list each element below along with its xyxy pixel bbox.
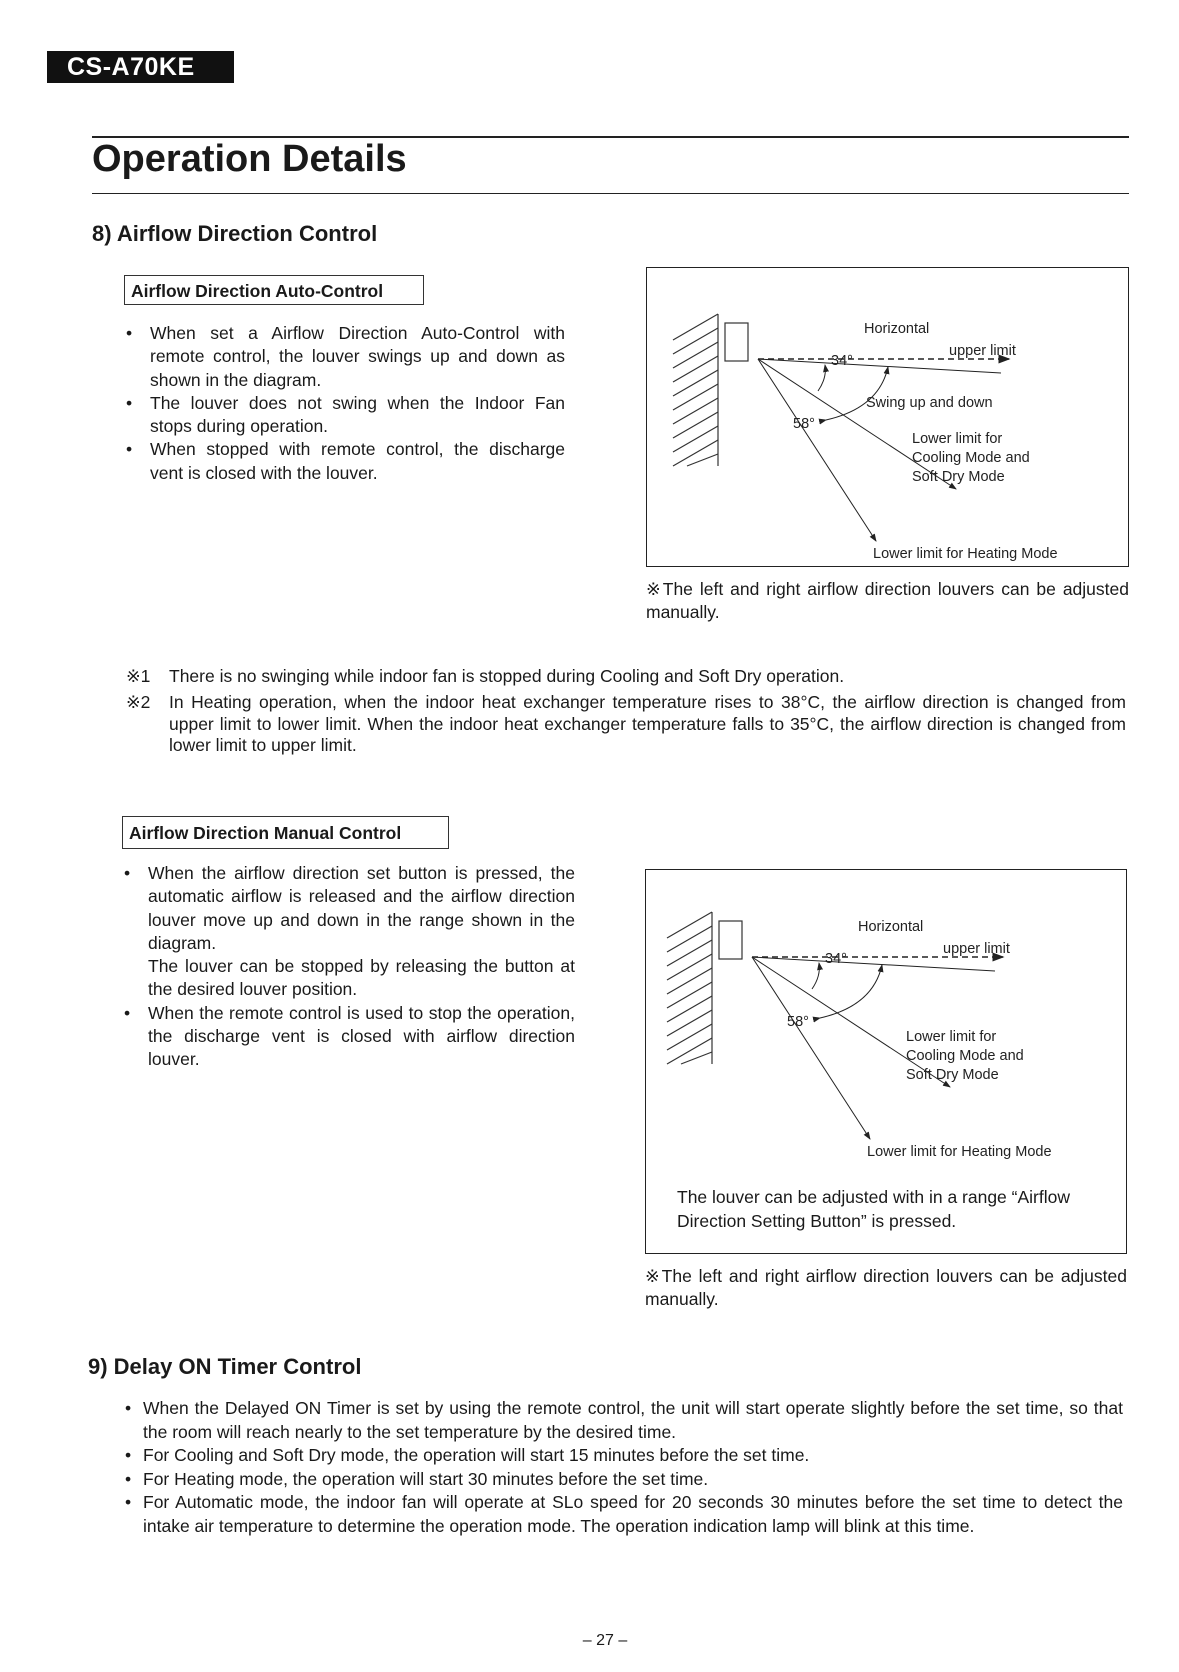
list-item: • When the Delayed ON Timer is set by using the remote control, the unit will start operate slightly before the set time, so that the room will reach nearly to the set temperature by the desired time.	[125, 1398, 1123, 1442]
bullet-icon: •	[125, 1492, 132, 1512]
list-item: • When stopped with remote control, the discharge vent is closed with the louver.	[126, 439, 565, 483]
wall-icon	[673, 314, 718, 466]
manual-note: ※The left and right airflow direction louvers can be adjusted manually.	[645, 1266, 1127, 1309]
angle-58-arc	[820, 965, 882, 1018]
list-item: • The louver does not swing when the Indoor Fan stops during operation.	[126, 392, 565, 437]
bullet-icon: •	[125, 1468, 132, 1489]
manual-control-label: Airflow Direction Manual Control	[122, 816, 449, 849]
upper-limit-line	[758, 359, 1001, 373]
heating-limit-line	[752, 957, 870, 1139]
manual-airflow-diagram	[645, 869, 1127, 1254]
angle-58-arc	[826, 367, 888, 420]
diagram-caption: The louver can be adjusted with in a range “Airflow Direction Setting Button” is pressed.	[677, 1187, 1070, 1231]
section-8-heading: 8) Airflow Direction Control	[92, 221, 378, 246]
horizontal-label: Horizontal	[858, 919, 924, 935]
heating-limit-line	[758, 359, 876, 541]
bullet-icon: •	[126, 392, 133, 413]
angle-58-label: 58°	[787, 1014, 809, 1030]
cooling-limit-label-2: Cooling Mode and	[906, 1048, 1024, 1064]
page-title: Operation Details	[92, 138, 407, 180]
list-item: • For Cooling and Soft Dry mode, the operation will start 15 minutes before the set time.	[143, 1444, 1123, 1468]
list-item: • For Automatic mode, the indoor fan will operate at SLo speed for 20 seconds 30 minutes before the set time to detect the intake air temperature to determine the operation mode. The operation indication lamp will blink at this time.	[125, 1492, 1123, 1536]
page-number: – 27 –	[582, 1632, 628, 1649]
model-badge: CS-A70KE	[47, 51, 234, 83]
title-rule	[92, 193, 1129, 194]
angle-58-label: 58°	[793, 416, 815, 432]
bullet-icon: •	[126, 323, 133, 343]
manual-control-bullets	[124, 862, 575, 1072]
angle-34-arc	[812, 963, 819, 989]
angle-34-arc	[818, 365, 825, 391]
indoor-unit-icon	[719, 921, 742, 959]
indoor-unit-icon	[725, 323, 748, 361]
upper-limit-line	[752, 957, 995, 971]
auto-note: ※The left and right airflow direction louvers can be adjusted manually.	[646, 579, 1129, 622]
upper-limit-label: upper limit	[943, 941, 1010, 957]
auto-control-bullets	[126, 322, 565, 485]
swing-label: Swing up and down	[866, 395, 993, 411]
list-item: • When set a Airflow Direction Auto-Control with remote control, the louver swings up and down as shown in the diagram.	[126, 323, 565, 390]
airflow-diagram-svg	[647, 268, 1130, 568]
auto-control-label: Airflow Direction Auto-Control	[124, 275, 424, 305]
bullet-icon: •	[124, 1002, 131, 1023]
cooling-limit-label-3: Soft Dry Mode	[906, 1067, 999, 1083]
angle-34-label: 34°	[831, 353, 853, 369]
cooling-limit-label-2: Cooling Mode and	[912, 450, 1030, 466]
airflow-diagram-svg	[646, 870, 1128, 1170]
list-item: • When the remote control is used to stop the operation, the discharge vent is closed with airflow direction louver.	[124, 1002, 575, 1070]
bullet-icon: •	[125, 1445, 132, 1465]
note-mark: ※	[646, 579, 663, 599]
cooling-limit-label-3: Soft Dry Mode	[912, 469, 1005, 485]
heating-limit-label: Lower limit for Heating Mode	[867, 1144, 1052, 1160]
footnote-1: ※1 There is no swinging while indoor fan is stopped during Cooling and Soft Dry operation.	[126, 666, 845, 686]
bullet-icon: •	[124, 863, 131, 883]
section-9-heading: 9) Delay ON Timer Control	[88, 1354, 362, 1379]
cooling-limit-label-1: Lower limit for	[906, 1029, 997, 1045]
note-mark: ※	[645, 1266, 662, 1286]
upper-limit-label: upper limit	[949, 343, 1016, 359]
list-item: The louver can be stopped by releasing the button at the desired louver position.	[148, 956, 575, 1000]
cooling-limit-label-1: Lower limit for	[912, 431, 1003, 447]
list-item: • When the airflow direction set button is pressed, the automatic airflow is released and the airflow direction louver move up and down in the range shown in the diagram.	[124, 863, 575, 953]
list-item: • For Heating mode, the operation will start 30 minutes before the set time.	[143, 1468, 1123, 1492]
heating-limit-label: Lower limit for Heating Mode	[873, 546, 1058, 562]
auto-airflow-diagram	[646, 267, 1129, 567]
bullet-icon: •	[125, 1398, 132, 1418]
angle-34-label: 34°	[825, 951, 847, 967]
wall-icon	[667, 912, 712, 1064]
horizontal-label: Horizontal	[864, 321, 930, 337]
bullet-icon: •	[126, 439, 133, 460]
footnote-2: ※2 In Heating operation, when the indoor heat exchanger temperature rises to 38°C, the airflow direction is changed from upper limit to lower limit. When the indoor heat exchanger temperature falls to 35°C, the airflow direction is changed from lower limit to upper limit.	[126, 692, 1126, 755]
delay-timer-bullets	[125, 1397, 1123, 1538]
